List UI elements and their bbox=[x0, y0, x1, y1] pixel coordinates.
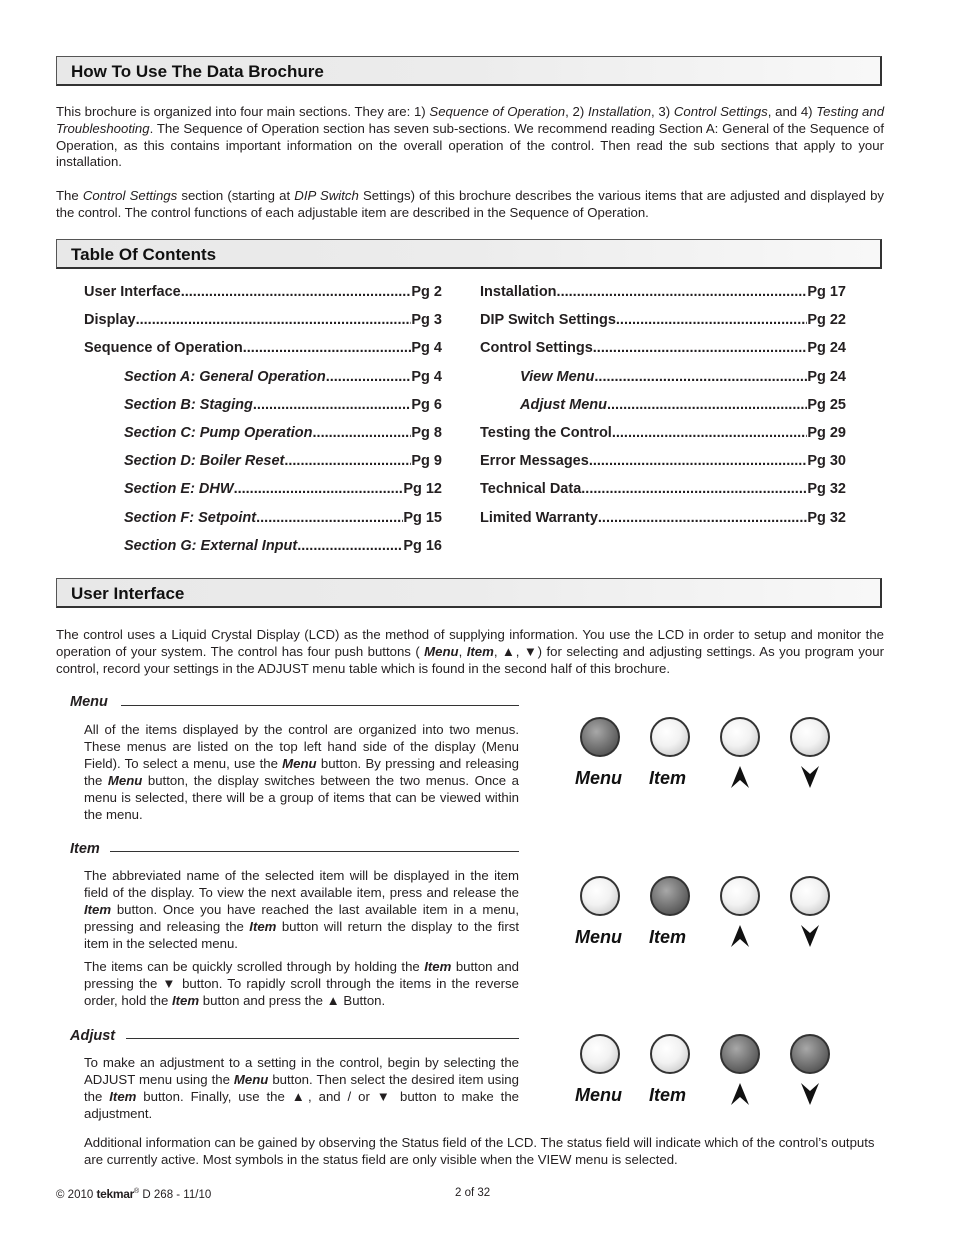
toc-entry-page: Pg 24 bbox=[807, 340, 846, 357]
adjust-paragraph: To make an adjustment to a setting in the control, begin by selecting the ADJUST menu using the Menu button. Then select the desired item using the Item button. Finally, use the ▲, and / or ▼ button to make the adjustment. bbox=[84, 1055, 520, 1121]
up-arrow-icon bbox=[730, 924, 750, 948]
toc-entry[interactable] bbox=[124, 537, 442, 555]
toc-entry-label: Installation bbox=[480, 284, 557, 300]
toc-entry[interactable] bbox=[480, 283, 846, 301]
toc-entry[interactable] bbox=[520, 396, 846, 414]
item-button-pressed-icon bbox=[650, 876, 690, 916]
ui-intro-paragraph: The control uses a Liquid Crystal Display (LCD) as the method of supplying information. You use the LCD in order to setup and monitor the operation of your system. The control has four push buttons ( Menu, Item, ▲, ▼) for selecting and adjusting settings. As you program your control, record your settings in the ADJUST menu table which is found in the second half of this brochure. bbox=[56, 627, 884, 676]
toc-entry-label: Section B: Staging bbox=[124, 396, 253, 413]
button-panel-menu-pressed bbox=[575, 715, 865, 805]
menu-label: Menu bbox=[575, 768, 622, 788]
toc-entry[interactable] bbox=[480, 339, 846, 357]
toc-entry-page: Pg 6 bbox=[411, 396, 442, 413]
toc-entry-label: Adjust Menu bbox=[520, 396, 607, 413]
toc-entry-page: Pg 4 bbox=[411, 368, 442, 385]
toc-leader-dots bbox=[243, 339, 412, 357]
toc-entry-label: DIP Switch Settings bbox=[480, 312, 616, 329]
how-to-paragraph-2: The Control Settings section (starting at DIP Switch Settings) of this brochure describes the various items that are adjusted and displayed by the control. The control functions of each adjustable item are described in the Sequence of Operation. bbox=[56, 188, 885, 220]
toc-leader-dots bbox=[594, 368, 807, 386]
toc-entry-page: Pg 4 bbox=[411, 340, 442, 357]
toc-entry-label: Technical Data bbox=[480, 481, 582, 498]
toc-entry-label: Section C: Pump Operation bbox=[124, 425, 313, 441]
toc-entry-label: User Interface bbox=[84, 284, 181, 300]
menu-button-pressed-icon bbox=[580, 717, 620, 757]
toc-leader-dots bbox=[589, 452, 808, 470]
toc-leader-dots bbox=[616, 311, 807, 329]
toc-entry[interactable] bbox=[124, 396, 442, 414]
item-button-icon bbox=[650, 1034, 690, 1074]
button-panel-arrows-pressed bbox=[575, 1032, 865, 1122]
item-label: Item bbox=[649, 1085, 687, 1105]
toc-entry[interactable] bbox=[84, 339, 442, 357]
menu-button-icon bbox=[580, 876, 620, 916]
footer-left bbox=[56, 1187, 211, 1201]
toc-entry[interactable] bbox=[520, 368, 846, 386]
toc-leader-dots bbox=[181, 283, 412, 301]
toc-entry-page: Pg 16 bbox=[403, 537, 442, 554]
toc-leader-dots bbox=[598, 509, 807, 527]
toc-entry-page: Pg 15 bbox=[403, 509, 442, 526]
up-button-icon bbox=[720, 717, 760, 757]
down-button-icon bbox=[790, 717, 830, 757]
down-button-icon bbox=[790, 876, 830, 916]
down-arrow-icon bbox=[800, 924, 820, 948]
up-arrow-icon bbox=[730, 1082, 750, 1106]
how-to-paragraph-1: This brochure is organized into four main sections. They are: 1) Sequence of Operation, 2) Installation, 3) Control Settings, and 4) Testing and Troubleshooting. The Sequence of Operation section has seven sub-sections. We recommend reading Section A: General of the Sequence of Operation, as this contains important information on the overall operation of the control. Then read the sub sections that apply to your installation. bbox=[56, 104, 885, 170]
toc-entry-label: Section E: DHW bbox=[124, 481, 234, 498]
down-arrow-icon bbox=[800, 1082, 820, 1106]
brand-logo: tekmar bbox=[96, 1187, 135, 1201]
copyright: © 2010 bbox=[56, 1189, 94, 1201]
toc-entry-label: View Menu bbox=[520, 368, 595, 385]
down-arrow-icon bbox=[800, 765, 820, 789]
toc-leader-dots bbox=[234, 480, 404, 498]
menu-label: Menu bbox=[575, 1085, 622, 1105]
toc-leader-dots bbox=[136, 311, 412, 329]
toc-entry-page: Pg 29 bbox=[807, 425, 846, 441]
toc-leader-dots bbox=[253, 396, 411, 414]
toc-entry[interactable] bbox=[480, 452, 846, 470]
page-number: 2 of 32 bbox=[455, 1187, 491, 1199]
toc-entry-page: Pg 2 bbox=[411, 284, 442, 300]
section-header-how-to bbox=[56, 56, 882, 86]
toc-leader-dots bbox=[284, 452, 411, 470]
toc-entry-label: Control Settings bbox=[480, 340, 593, 357]
toc-entry[interactable] bbox=[480, 424, 846, 442]
toc-entry-page: Pg 17 bbox=[807, 284, 846, 300]
item-subheading: Item bbox=[70, 841, 100, 857]
up-button-icon bbox=[720, 876, 760, 916]
toc-entry-page: Pg 24 bbox=[807, 368, 846, 385]
toc-leader-dots bbox=[607, 396, 807, 414]
section-title: User Interface bbox=[71, 584, 185, 603]
section-header-toc bbox=[56, 239, 882, 269]
toc-entry-label: Testing the Control bbox=[480, 425, 612, 441]
toc-entry-label: Sequence of Operation bbox=[84, 340, 243, 357]
button-panel-item-pressed bbox=[575, 874, 865, 964]
toc-entry-label: Section A: General Operation bbox=[124, 368, 326, 385]
menu-label: Menu bbox=[575, 927, 622, 947]
item-paragraph-2: The items can be quickly scrolled through by holding the Item button and pressing the ▼ button. To rapidly scroll through the items in the reverse order, hold the Item button and press the ▲ Button. bbox=[84, 959, 519, 1008]
toc-leader-dots bbox=[581, 480, 807, 498]
toc-entry[interactable] bbox=[124, 480, 442, 498]
status-paragraph: Additional information can be gained by observing the Status field of the LCD. The status field will indicate which of the control’s outputs are currently active. Most symbols in the status field are only visible when the VIEW menu is selected. bbox=[84, 1135, 875, 1167]
toc-leader-dots bbox=[256, 509, 403, 527]
toc-entry[interactable] bbox=[480, 509, 846, 527]
section-header-user-interface bbox=[56, 578, 882, 608]
up-arrow-icon bbox=[730, 765, 750, 789]
toc-leader-dots bbox=[313, 424, 412, 442]
menu-rule bbox=[121, 705, 519, 706]
adjust-rule bbox=[126, 1038, 519, 1039]
toc-entry-page: Pg 9 bbox=[411, 453, 442, 470]
toc-entry[interactable] bbox=[124, 424, 442, 442]
toc-entry[interactable] bbox=[124, 368, 442, 386]
toc-entry-page: Pg 32 bbox=[807, 481, 846, 498]
toc-entry[interactable] bbox=[84, 283, 442, 301]
toc-leader-dots bbox=[593, 339, 808, 357]
toc-entry-page: Pg 3 bbox=[411, 312, 442, 329]
down-button-pressed-icon bbox=[790, 1034, 830, 1074]
toc-entry-label: Display bbox=[84, 312, 136, 329]
toc-leader-dots bbox=[557, 283, 808, 301]
registered-mark: ® bbox=[134, 1188, 140, 1196]
toc-entry-label: Limited Warranty bbox=[480, 509, 598, 526]
toc-leader-dots bbox=[612, 424, 807, 442]
toc-entry-page: Pg 30 bbox=[807, 453, 846, 470]
toc-entry[interactable] bbox=[124, 509, 442, 527]
toc-entry-page: Pg 12 bbox=[403, 481, 442, 498]
toc-entry[interactable] bbox=[480, 480, 846, 498]
toc-entry-label: Section D: Boiler Reset bbox=[124, 453, 285, 470]
toc-entry-page: Pg 25 bbox=[807, 396, 846, 413]
item-button-icon bbox=[650, 717, 690, 757]
item-paragraph-1: The abbreviated name of the selected item will be displayed in the item field of the display. To view the next available item, press and release the Item button. Once you have reached the last available item in a menu, pressing and releasing the Item button will return the display to the first item in the selected menu. bbox=[84, 868, 519, 951]
toc-entry[interactable] bbox=[124, 452, 442, 470]
toc-entry-page: Pg 32 bbox=[807, 509, 846, 526]
toc-leader-dots bbox=[326, 368, 412, 386]
menu-subheading: Menu bbox=[70, 694, 108, 710]
menu-button-icon bbox=[580, 1034, 620, 1074]
toc-entry-label: Error Messages bbox=[480, 453, 589, 470]
item-rule bbox=[110, 851, 519, 852]
document-number: D 268 - 11/10 bbox=[139, 1189, 212, 1201]
toc-entry[interactable] bbox=[480, 311, 846, 329]
section-title: How To Use The Data Brochure bbox=[71, 62, 324, 81]
menu-paragraph: All of the items displayed by the control are organized into two menus. These menus are listed on the top left hand side of the display (Menu Field). To select a menu, use the Menu button. By pressing and releasing the Menu button, the display switches between the two menus. Once a menu is selected, there will be a group of items that can be viewed within the menu. bbox=[84, 722, 519, 822]
toc-leader-dots bbox=[297, 537, 403, 555]
toc-entry[interactable] bbox=[84, 311, 442, 329]
toc-entry-label: Section G: External Input bbox=[124, 537, 298, 554]
section-title: Table Of Contents bbox=[71, 245, 217, 264]
toc-entry-page: Pg 22 bbox=[807, 312, 846, 329]
toc-entry-page: Pg 8 bbox=[411, 425, 442, 441]
item-label: Item bbox=[649, 927, 687, 947]
adjust-subheading: Adjust bbox=[70, 1028, 116, 1044]
item-label: Item bbox=[649, 768, 687, 788]
toc-entry-label: Section F: Setpoint bbox=[124, 509, 257, 526]
up-button-pressed-icon bbox=[720, 1034, 760, 1074]
